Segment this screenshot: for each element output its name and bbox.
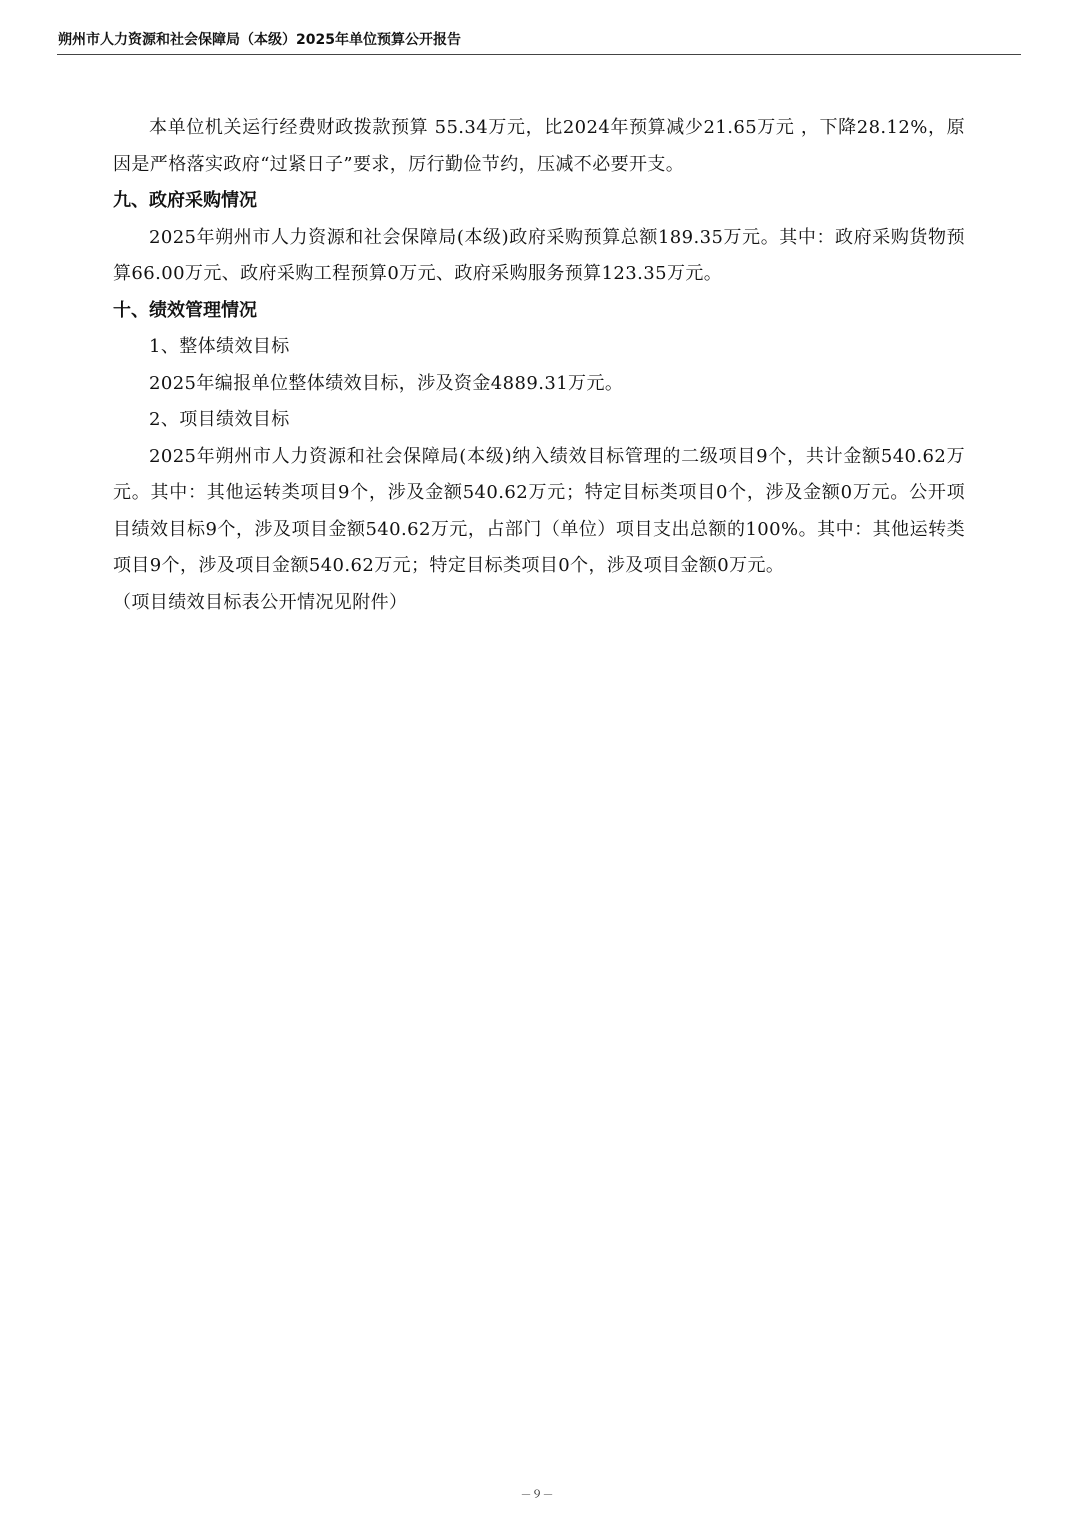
procurement-paragraph: 2025年朔州市人力资源和社会保障局(本级)政府采购预算总额189.35万元。其中：政府采购货物预算66.00万元、政府采购工程预算0万元、政府采购服务预算123.35万元。 [113,226,965,284]
project-goal-subheading: 2、项目绩效目标 [149,409,290,430]
overall-goal-subheading: 1、整体绩效目标 [149,336,290,357]
operating-funds-paragraph: 本单位机关运行经费财政拨款预算 55.34万元，比2024年预算减少21.65万元 ，下降28.12%，原因是严格落实政府“过紧日子”要求，厉行勤俭节约，压减不必要开支。 [113,117,965,175]
section-10-heading: 十、绩效管理情况 [113,299,257,321]
page-header-title: 朔州市人力资源和社会保障局（本级）2025年单位预算公开报告 [58,32,461,48]
attachment-note: （项目绩效目标表公开情况见附件） [113,591,408,613]
header-divider [57,54,1021,55]
overall-goal-paragraph: 2025年编报单位整体绩效目标，涉及资金4889.31万元。 [149,372,624,394]
project-goal-paragraph: 2025年朔州市人力资源和社会保障局(本级)纳入绩效目标管理的二级项目9个，共计金额540.62万元。其中：其他运转类项目9个，涉及金额540.62万元；特定目标类项目0个，涉及金额0万元。公开项目绩效目标9个，涉及项目金额540.62万元，占部门（单位）项目支出总额的100%。其中：其他运转类项目9个，涉及项目金额540.62万元；特定目标类项目0个，涉及项目金额0万元。 [113,445,965,576]
section-9-heading: 九、政府采购情况 [113,190,257,211]
page-number: －９－ [520,1488,554,1501]
document-body [113,110,965,621]
